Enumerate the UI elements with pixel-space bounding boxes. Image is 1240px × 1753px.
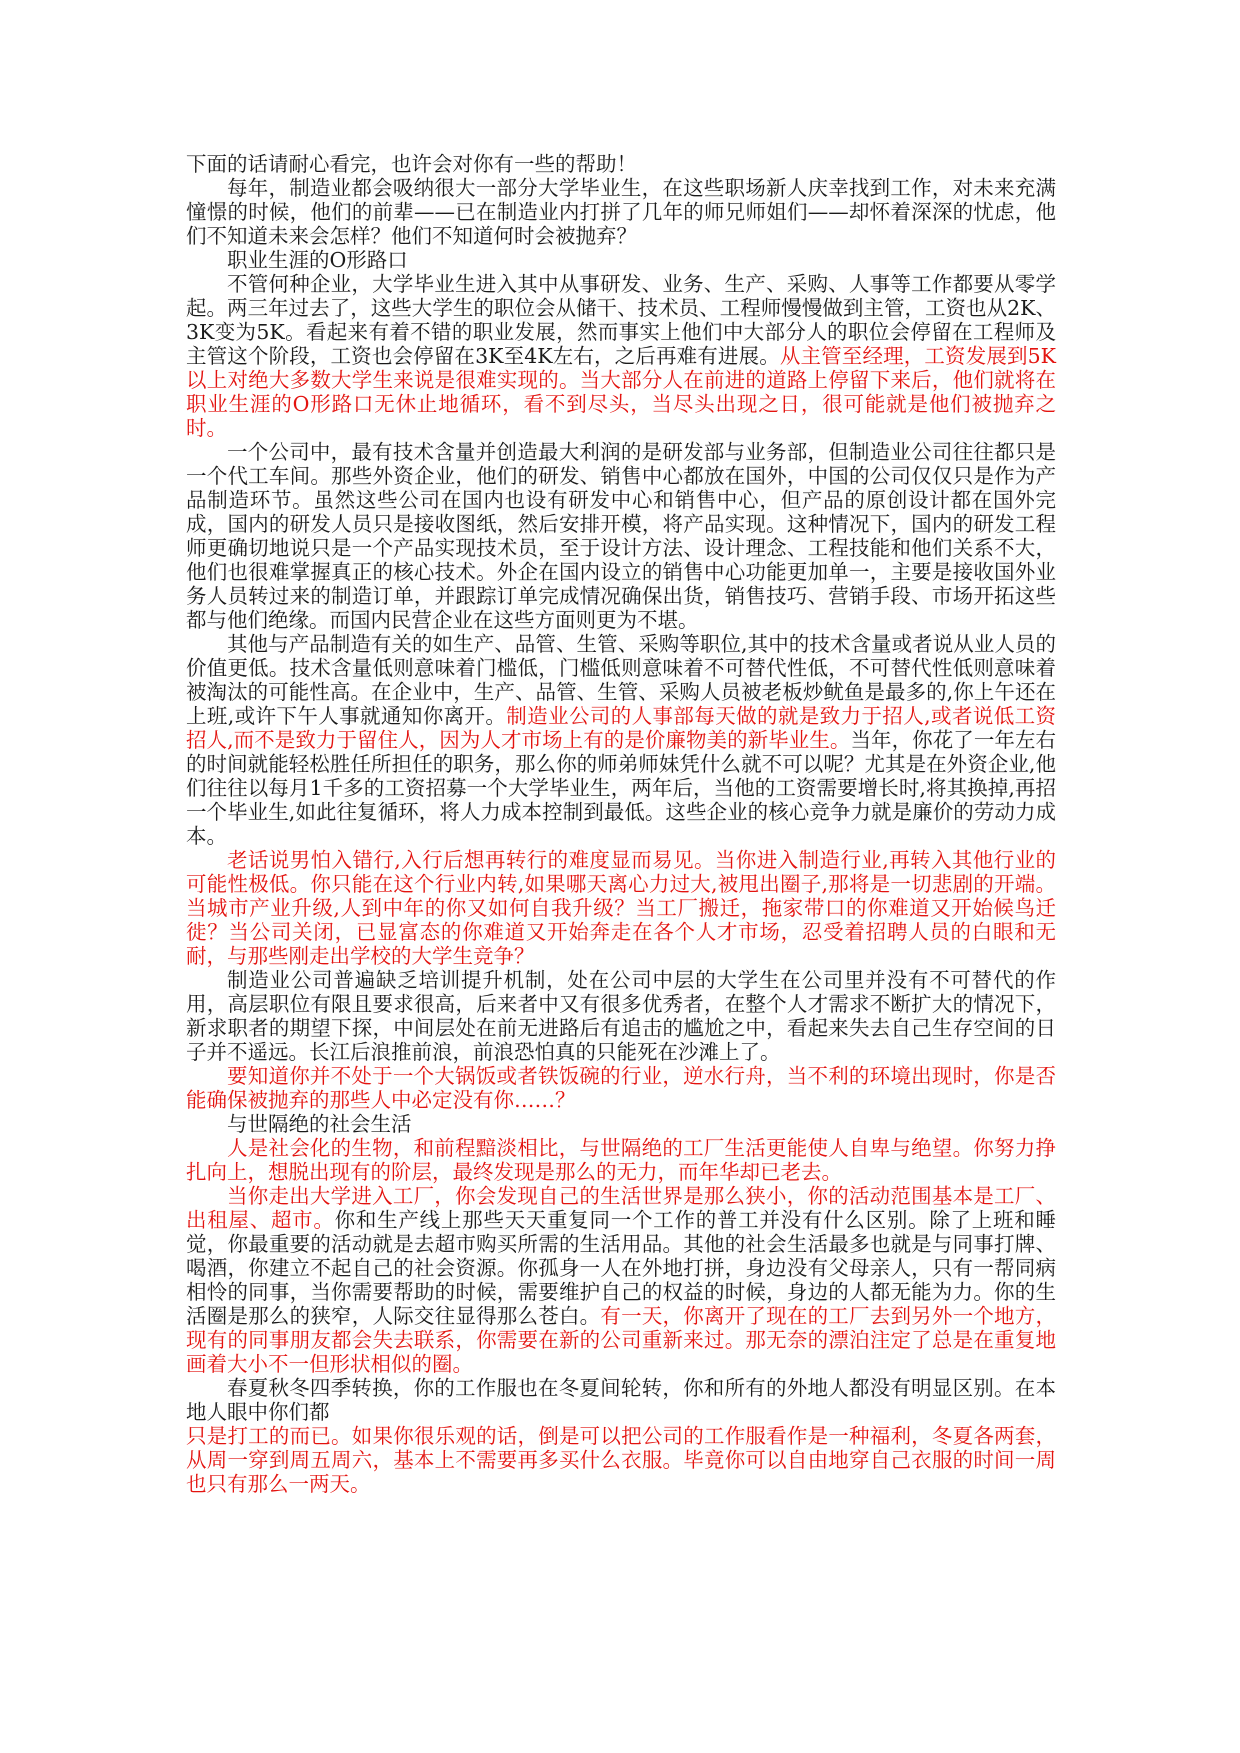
paragraph-6	[186, 968, 1056, 1064]
paragraph-5-highlight: 老话说男怕入错行,入行后想再转行的难度显而易见。当你进入制造行业,再转入其他行业的可能性极低。你只能在这个行业内转,如果哪天离心力过大,被甩出圈子,那将是一切悲剧的开端。当城市产业升级,人到中年的你又如何自我升级？当工厂搬迁，拖家带口的你难道又开始候鸟迁徙？当公司关闭，已显富态的你难道又开始奔走在各个人才市场，忍受着招聘人员的白眼和无耐，与那些刚走出学校的大学生竞争？	[186, 848, 1056, 968]
paragraph-4-text-b: 当年，你花了一年左右的时间就能轻松胜任所担任的职务，那么你的师弟师妹凭什么就不可以呢？尤其是在外资企业,他们往往以每月1千多的工资招募一个大学毕业生，两年后，当他的工资需要增长时,将其换掉,再招一个毕业生,如此往复循环，将人力成本控制到最低。这些企业的核心竞争力就是廉价的劳动力成本。	[186, 728, 1057, 848]
paragraph-2-text: 不管何种企业，大学毕业生进入其中从事研发、业务、生产、采购、人事等工作都要从零学起。两三年过去了，这些大学生的职位会从储干、技术员、工程师慢慢做到主管，工资也从2K、3K变为5K。看起来有着不错的职业发展，然而事实上他们中大部分人的职位会停留在工程师及主管这个阶段，工资也会停留在3K至4K左右，之后再难有进展。	[186, 272, 1056, 368]
section-heading-2-text: 与世隔绝的社会生活	[227, 1112, 412, 1136]
paragraph-4-highlight: 制造业公司的人事部每天做的就是致力于招人,或者说低工资招人,而不是致力于留住人，因为人才市场上有的是价廉物美的新毕业生。	[186, 704, 1057, 752]
paragraph-4-text-a: 其他与产品制造有关的如生产、品管、生管、采购等职位,其中的技术含量或者说从业人员的价值更低。技术含量低则意味着门槛低，门槛低则意味着不可替代性低，不可替代性低则意味着被淘汰的可能性高。在企业中，生产、品管、生管、采购人员被老板炒鱿鱼是最多的,你上午还在上班,或许下午人事就通知你离开。	[186, 632, 1056, 728]
paragraph-9-highlight-c: 有一天，你离开了现在的工厂去到另外一个地方，现有的同事朋友都会失去联系，你需要在新的公司重新来过。那无奈的漂泊注定了总是在重复地画着大小不一但形状相似的圈。	[186, 1304, 1056, 1376]
document-page	[186, 152, 1056, 1496]
paragraph-11	[186, 1424, 1056, 1496]
paragraph-8	[186, 1136, 1056, 1184]
paragraph-9	[186, 1184, 1056, 1376]
paragraph-2	[186, 272, 1056, 440]
section-heading-1	[186, 248, 1056, 272]
paragraph-9-text: 你和生产线上那些天天重复同一个工作的普工并没有什么区别。除了上班和睡觉，你最重要的活动就是去超市购买所需的生活用品。其他的社会生活最多也就是与同事打牌、喝酒，你建立不起自己的社会资源。你孤身一人在外地打拼，身边没有父母亲人，只有一帮同病相怜的同事，当你需要帮助的时候，需要维护自己的权益的时候，身边的人都无能为力。你的生活圈是那么的狭窄，人际交往显得那么苍白。	[186, 1208, 1057, 1328]
intro-text: 下面的话请耐心看完，也许会对你有一些的帮助！	[186, 152, 637, 176]
paragraph-5	[186, 848, 1056, 968]
paragraph-8-highlight: 人是社会化的生物，和前程黯淡相比，与世隔绝的工厂生活更能使人自卑与绝望。你努力挣扎向上，想脱出现有的阶层，最终发现是那么的无力，而年华却已老去。	[186, 1136, 1056, 1184]
section-heading-1-text: 职业生涯的O形路口	[227, 248, 408, 272]
paragraph-9-highlight-a: 当你走出大学进入工厂，你会发现自己的生活世界是那么狭小，你的活动范围基本是工厂、出租屋、超市。	[186, 1184, 1056, 1232]
paragraph-4	[186, 632, 1056, 848]
paragraph-11-highlight: 只是打工的而已。如果你很乐观的话，倒是可以把公司的工作服看作是一种福利，冬夏各两套，从周一穿到周五周六，基本上不需要再多买什么衣服。毕竟你可以自由地穿自己衣服的时间一周也只有那么一两天。	[186, 1424, 1056, 1496]
paragraph-7	[186, 1064, 1056, 1112]
paragraph-3-text: 一个公司中，最有技术含量并创造最大利润的是研发部与业务部，但制造业公司往往都只是一个代工车间。那些外资企业，他们的研发、销售中心都放在国外，中国的公司仅仅只是作为产品制造环节。虽然这些公司在国内也设有研发中心和销售中心，但产品的原创设计都在国外完成，国内的研发人员只是接收图纸，然后安排开模，将产品实现。这种情况下，国内的研发工程师更确切地说只是一个产品实现技术员，至于设计方法、设计理念、工程技能和他们关系不大，他们也很难掌握真正的核心技术。外企在国内设立的销售中心功能更加单一，主要是接收国外业务人员转过来的制造订单，并跟踪订单完成情况确保出货，销售技巧、营销手段、市场开拓这些都与他们绝缘。而国内民营企业在这些方面则更为不堪。	[186, 440, 1056, 632]
section-heading-2	[186, 1112, 1056, 1136]
paragraph-10-text: 春夏秋冬四季转换，你的工作服也在冬夏间轮转，你和所有的外地人都没有明显区别。在本地人眼中你们都	[186, 1376, 1056, 1424]
paragraph-1-text: 每年，制造业都会吸纳很大一部分大学毕业生，在这些职场新人庆幸找到工作，对未来充满憧憬的时候，他们的前辈——已在制造业内打拼了几年的师兄师姐们——却怀着深深的忧虑，他们不知道未来会怎样？他们不知道何时会被抛弃？	[186, 176, 1056, 248]
paragraph-2-highlight: 从主管至经理，工资发展到5K以上对绝大多数大学生来说是很难实现的。当大部分人在前进的道路上停留下来后，他们就将在职业生涯的O形路口无休止地循环，看不到尽头，当尽头出现之日，很可能就是他们被抛弃之时。	[186, 344, 1056, 440]
paragraph-3	[186, 440, 1056, 632]
paragraph-7-highlight: 要知道你并不处于一个大锅饭或者铁饭碗的行业，逆水行舟，当不利的环境出现时，你是否能确保被抛弃的那些人中必定没有你……？	[186, 1064, 1056, 1112]
intro-paragraph	[186, 152, 1056, 176]
paragraph-1	[186, 176, 1056, 248]
paragraph-10	[186, 1376, 1056, 1424]
paragraph-6-text: 制造业公司普遍缺乏培训提升机制，处在公司中层的大学生在公司里并没有不可替代的作用，高层职位有限且要求很高，后来者中又有很多优秀者，在整个人才需求不断扩大的情况下，新求职者的期望下探，中间层处在前无进路后有追击的尴尬之中，看起来失去自己生存空间的日子并不遥远。长江后浪推前浪，前浪恐怕真的只能死在沙滩上了。	[186, 968, 1056, 1064]
